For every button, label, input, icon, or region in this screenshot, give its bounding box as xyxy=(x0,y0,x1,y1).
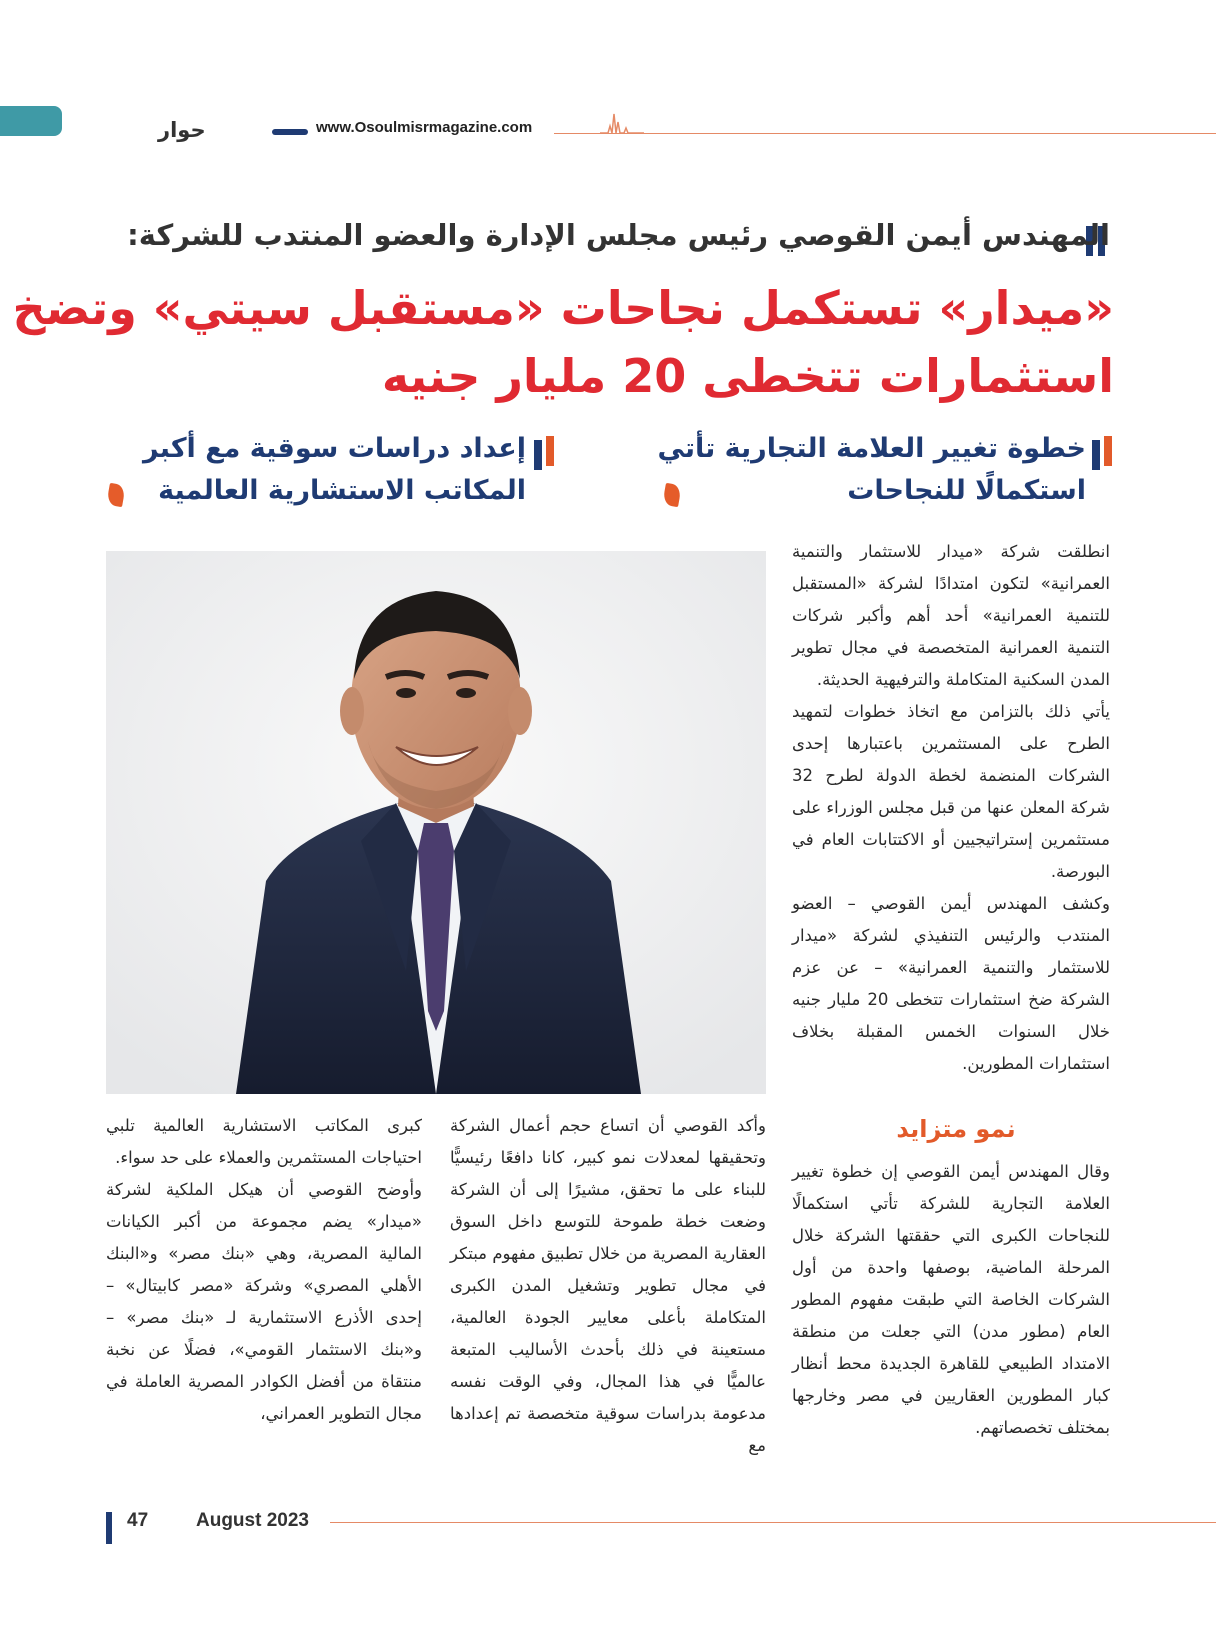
section-heading: نمو متزايد xyxy=(896,1115,1016,1143)
paragraph: وأوضح القوصي أن هيكل الملكية لشركة «ميدار» يضم مجموعة من أكبر الكيانات المالية المصرية، وهي «بنك مصر» و«البنك الأهلي المصري» وشركة «مصر كابيتال» – إحدى الأذرع الاستثمارية لـ «بنك مصر» – و«بنك الاستثمار القومي»، فضلًا عن نخبة منتقاة من أفضل الكوادر المصرية العاملة في مجال التطوير العمراني، xyxy=(106,1180,422,1423)
headline-kicker: المهندس أيمن القوصي رئيس مجلس الإدارة والعضو المنتدب للشركة: xyxy=(127,218,1110,252)
website-url[interactable]: www.Osoulmisrmagazine.com xyxy=(316,119,533,136)
header-rule xyxy=(554,133,1216,134)
corner-tab xyxy=(0,106,62,136)
paragraph: وأكد القوصي أن اتساع حجم أعمال الشركة وتحقيقها لمعدلات نمو كبير، كانا دافعًا رئيسيًّا للبناء على ما تحقق، مشيرًا إلى أن الشركة وضعت خطة طموحة للتوسع داخل السوق العقارية المصرية من خلال تطبيق مفهوم مبتكر في مجال تطوير وتشغيل المدن الكبرى المتكاملة بأعلى معايير الجودة العالمية، مستعينة في ذلك بأحدث الأساليب المتبعة عالميًّا في هذا المجال، وفي الوقت نفسه مدعومة بدراسات سوقية متخصصة تم إعدادها مع xyxy=(450,1116,766,1455)
paragraph: وقال المهندس أيمن القوصي إن خطوة تغيير العلامة التجارية للشركة تأتي استكمالًا للنجاحات الكبرى التي حققتها الشركة خلال المرحلة الماضية، بوصفها واحدة من أول الشركات الخاصة التي طبقت مفهوم المطور العام (مطور مدن) التي جعلت من منطقة الامتداد الطبيعي للقاهرة الجديدة محط أنظار كبار المطورين العقاريين في مصر وخارجها بمختلف تخصصاتهم. xyxy=(792,1162,1110,1437)
subhead-bar xyxy=(1092,440,1100,470)
subhead-bar xyxy=(546,436,554,466)
paragraph: يأتي ذلك بالتزامن مع اتخاذ خطوات لتمهيد الطرح على المستثمرين باعتبارها إحدى الشركات المنضمة لخطة الدولة لطرح 32 شركة المعلن عنها من قبل مجلس الوزراء على مستثمرين إستراتيجيين أو الاكتتابات العام في البورصة. xyxy=(792,702,1110,881)
header-accent-bar xyxy=(272,129,308,135)
headline-title-line-1: «ميدار» تستكمل نجاحات «مستقبل سيتي» وتضخ xyxy=(12,281,1114,335)
section-label: حوار xyxy=(158,118,206,142)
subhead-right-line: استكمالًا للنجاحات xyxy=(847,475,1086,506)
portrait-photo xyxy=(106,551,766,1094)
leaf-icon xyxy=(106,483,126,507)
paragraph: وكشف المهندس أيمن القوصي – العضو المنتدب والرئيس التنفيذي لشركة «ميدار للاستثمار والتنمية العمرانية» – عن عزم الشركة ضخ استثمارات تتخطى 20 مليار جنيه خلال السنوات الخمس المقبلة بخلاف استثمارات المطورين. xyxy=(792,894,1110,1073)
portrait-icon xyxy=(106,551,766,1094)
article-column-right-bottom xyxy=(792,1156,1110,1444)
subhead-bar xyxy=(1104,436,1112,466)
article-column-right-top xyxy=(792,536,1110,1080)
paragraph: انطلقت شركة «ميدار للاستثمار والتنمية العمرانية» لتكون امتدادًا لشركة «المستقبل للتنمية العمرانية» أحد أهم وأكبر شركات التنمية العمرانية المتخصصة في مجال تطوير المدن السكنية المتكاملة والترفيهية الحديثة. xyxy=(792,542,1110,689)
subhead-left xyxy=(143,428,526,512)
subhead-bar xyxy=(534,440,542,470)
subhead-left-line: إعداد دراسات سوقية مع أكبر xyxy=(143,433,526,464)
article-column-middle xyxy=(450,1110,766,1462)
page-number: 47 xyxy=(127,1510,149,1531)
paragraph: كبرى المكاتب الاستشارية العالمية تلبي احتياجات المستثمرين والعملاء على حد سواء. xyxy=(106,1116,422,1167)
footer-rule xyxy=(330,1522,1216,1523)
subhead-right xyxy=(658,428,1086,512)
footer-accent-bar xyxy=(106,1512,112,1544)
subhead-left-line: المكاتب الاستشارية العالمية xyxy=(158,475,526,506)
headline-title-line-2: استثمارات تتخطى 20 مليار جنيه xyxy=(381,349,1114,403)
article-column-left xyxy=(106,1110,422,1430)
subhead-right-line: خطوة تغيير العلامة التجارية تأتي xyxy=(657,433,1086,464)
issue-date: August 2023 xyxy=(196,1510,309,1531)
